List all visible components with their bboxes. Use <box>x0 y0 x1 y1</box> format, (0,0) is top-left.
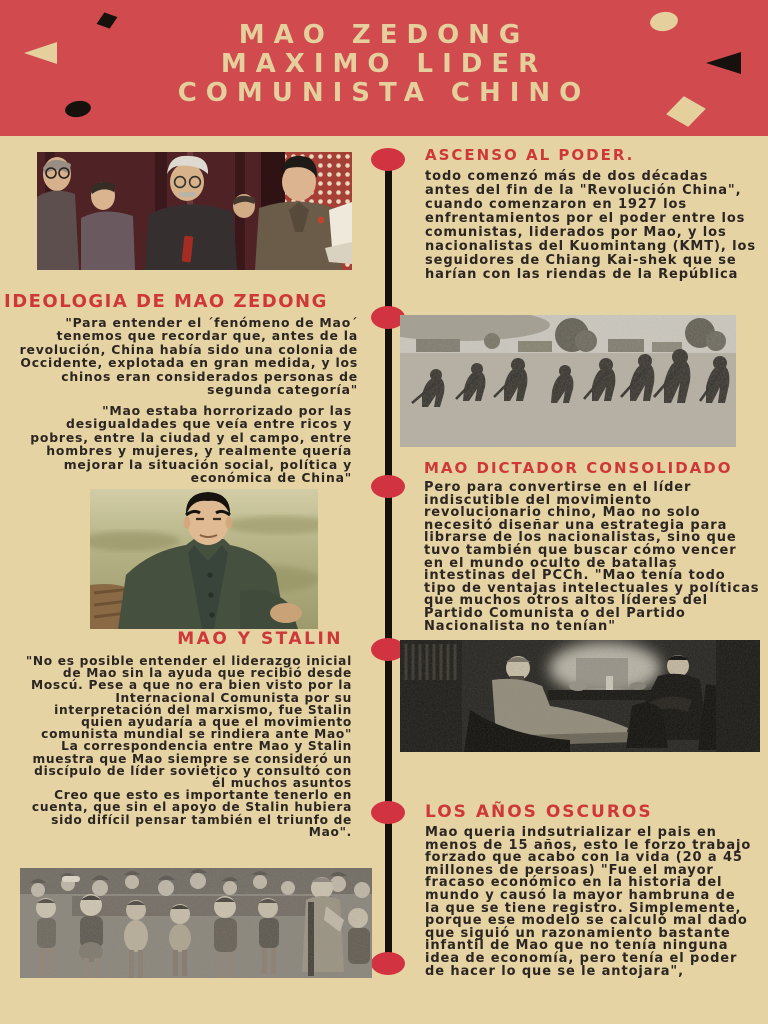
ideologia-paragraph-1: "Para entender el ´fenómeno de Mao´ tenemos que recordar que, antes de la revolución, China había sido una colonia de Occidente, explotada en gran medida, y los chinos eran considerados personas de segunda categoría" <box>19 315 358 398</box>
stalin-paragraph-1: "No es posible entender el liderazgo inicial de Mao sin la ayuda que recibió desde Moscú. Pese a que no era bien visto por la Internacional Comunista por su interpretación del marxismo, fue Stalin quien ayudaría a que el movimiento comunista mundial se rindiera ante Mao" <box>25 654 352 742</box>
famine-children-photo <box>20 868 372 978</box>
page-title <box>0 21 768 108</box>
section-title-mao-y-stalin: MAO Y STALIN <box>177 629 343 649</box>
mao-officials-photo <box>37 152 352 270</box>
timeline-dot <box>371 475 405 498</box>
timeline-line <box>385 158 392 968</box>
header-banner <box>0 0 768 136</box>
ideologia-paragraph-2: "Mao estaba horrorizado por las desigualdades que veía entre ricos y pobres, entre la ciudad y el campo, entre hombres y mujeres, y realmente quería mejorar la situación social, política y económica de China" <box>30 403 352 486</box>
section-title-oscuros: LOS AÑOS OSCUROS <box>425 802 653 822</box>
stalin-paragraph-2: La correspondencia entre Mao y Stalin muestra que Mao siempre se consideró un discípulo de líder soviético y consultó con él muchos asuntos <box>32 739 352 791</box>
section-title-dictador: MAO DICTADOR CONSOLIDADO <box>424 459 733 477</box>
farmers-field-photo <box>400 315 736 447</box>
timeline-dot <box>371 952 405 975</box>
title-line-3: COMUNISTA CHINO <box>177 78 591 108</box>
mao-portrait-photo <box>90 489 318 629</box>
title-line-2: MAXIMO LIDER <box>220 49 548 79</box>
mao-y-stalin-text <box>25 655 352 838</box>
section-title-ideologia: IDEOLOGIA DE MAO ZEDONG <box>4 291 328 312</box>
ascenso-paragraph: todo comenzó más de dos décadas antes del fin de la "Revolución China", cuando comenzaron en 1927 los enfrentamientos por el poder entre los comunistas, liderados por Mao, y los nacionalistas del Kuomintang (KMT), los seguidores de Chiang Kai-shek que se harían con las riendas de la República <box>425 169 756 282</box>
title-line-1: MAO ZEDONG <box>238 20 530 50</box>
stalin-mao-meeting-photo <box>400 640 760 752</box>
dictador-paragraph: Pero para convertirse en el líder indiscutible del movimiento revolucionario chino, Mao no solo necesitó diseñar una estrategia para librarse de los nacionalistas, sino que tuvo también que buscar cómo vencer en el mundo oculto de batallas intestinas del PCCh. "Mao tenía todo tipo de ventajas intelectuales y políticas que muchos otros altos líderes del Partido Comunista o del Partido Nacionalista no tenían" <box>424 480 760 634</box>
oscuros-paragraph: Mao queria indsutrializar el pais en menos de 15 años, esto le forzo trabajo forzado que acabo con la vida (20 a 45 millones de persoas) "Fue el mayor fracaso económico en la historia del mundo y causó la mayor hambruna de la que se tiene registro. Simplemente, porque ese modelo se calculó mal dado que siguió un razonamiento bastante infantil de Mao que no tenía ninguna idea de economía, pero tenía el poder de hacer lo que se le antojara", <box>425 825 752 979</box>
stalin-paragraph-3: Creo que esto es importante tenerlo en cuenta, que sin el apoyo de Stalin hubiera sido difícil pensar también el triunfo de Mao". <box>31 788 352 839</box>
section-title-ascenso: ASCENSO AL PODER. <box>425 146 635 164</box>
timeline-dot <box>371 148 405 171</box>
timeline-dot <box>371 801 405 824</box>
